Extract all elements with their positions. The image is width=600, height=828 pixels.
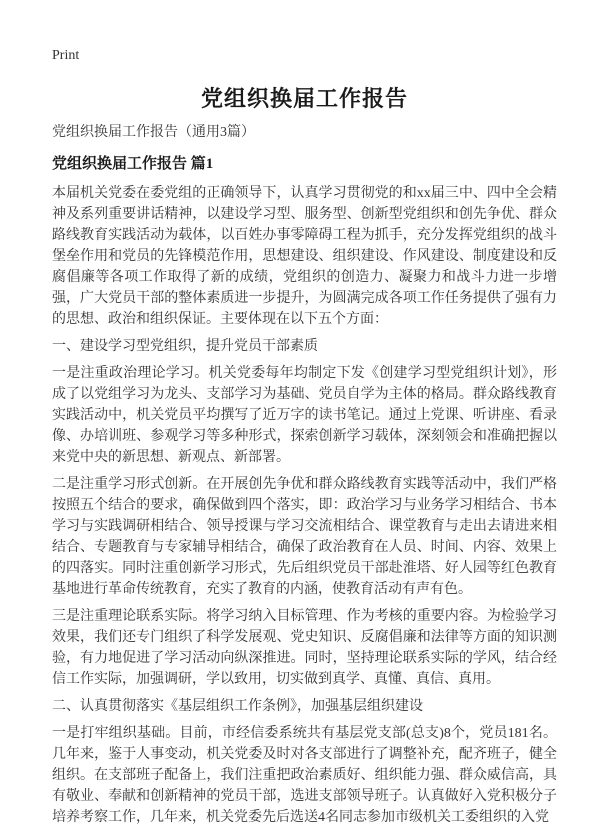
paragraph-intro: 本届机关党委在委党组的正确领导下，认真学习贯彻党的和xx届三中、四中全会精神及系列重要讲话精神，以建设学习型、服务型、创新型党组织和创先争优、群众路线教育实践活动为载体，以百姓办事零障碍工程为抓手，充分发挥党组织的战斗堡垒作用和党员的先锋模范作用，思想建设、组织建设、作风建设、制度建设和反腐倡廉等各项工作取得了新的成绩，党组织的创造力、凝聚力和战斗力进一步增强，广大党员干部的整体素质进一步提升，为圆满完成各项工作任务提供了强有力的思想、政治和组织保证。主要体现在以下五个方面：: [52, 186, 557, 327]
section-heading-1: 一、建设学习型党组织，提升党员干部素质: [52, 339, 318, 354]
document-title: 党组织换届工作报告: [200, 86, 408, 111]
article-heading: 党组织换届工作报告 篇1: [52, 156, 214, 172]
paragraph-organization-foundation: 一是打牢组织基础。目前，市经信委系统共有基层党支部(总支)8个，党员181名。几年来，鉴于人事变动，机关党委及时对各支部进行了调整补充，配齐班子，健全组织。在支部班子配备上，我们注重把政治素质好、组织能力强、群众威信高，具有敬业、奉献和创新精神的党员干部，选进支部领导班子。认真做好入党积极分子培养考察工作，几年来，机关党委先后选送4名同志参加市级机关工委组织的入党: [52, 726, 557, 825]
document-body: [52, 85, 557, 828]
print-link[interactable]: Print: [52, 48, 80, 63]
section-heading-2: 二、认真贯彻落实《基层组织工作条例》，加强基层组织建设: [52, 699, 423, 714]
paragraph-theory-practice-link: 三是注重理论联系实际。将学习纳入目标管理、作为考核的重要内容。为检验学习效果，我们还专门组织了科学发展观、党史知识、反腐倡廉和法律等方面的知识测验，有力地促进了学习活动向纵深推进。同时，坚持理论联系实际的学风，结合经信工作实际，加强调研，学以致用，切实做到真学、真懂、真信、真用。: [52, 609, 557, 687]
paragraph-study-form-innovation: 二是注重学习形式创新。在开展创先争优和群众路线教育实践等活动中，我们严格按照五个结合的要求，确保做到四个落实，即：政治学习与业务学习相结合、书本学习与实践调研相结合、领导授课与学习交流相结合、课堂教育与走出去请进来相结合、专题教育与专家辅导相结合，确保了政治教育在人员、时间、内容、效果上的四落实。同时注重创新学习形式，先后组织党员干部赴淮塔、好人园等红色教育基地进行革命传统教育，充实了教育的内涵，使教育活动有声有色。: [52, 477, 557, 597]
paragraph-political-theory-study: 一是注重政治理论学习。机关党委每年均制定下发《创建学习型党组织计划》，形成了以党组学习为龙头、支部学习为基础、党员自学为主体的格局。群众路线教育实践活动中，机关党员平均撰写了近万字的读书笔记。通过上党课、听讲座、看录像、办培训班、参观学习等多种形式，探索创新学习载体，深刻领会和准确把握以来党中央的新思想、新观点、新部署。: [52, 366, 557, 465]
document-subtitle: 党组织换届工作报告（通用3篇）: [52, 125, 255, 140]
